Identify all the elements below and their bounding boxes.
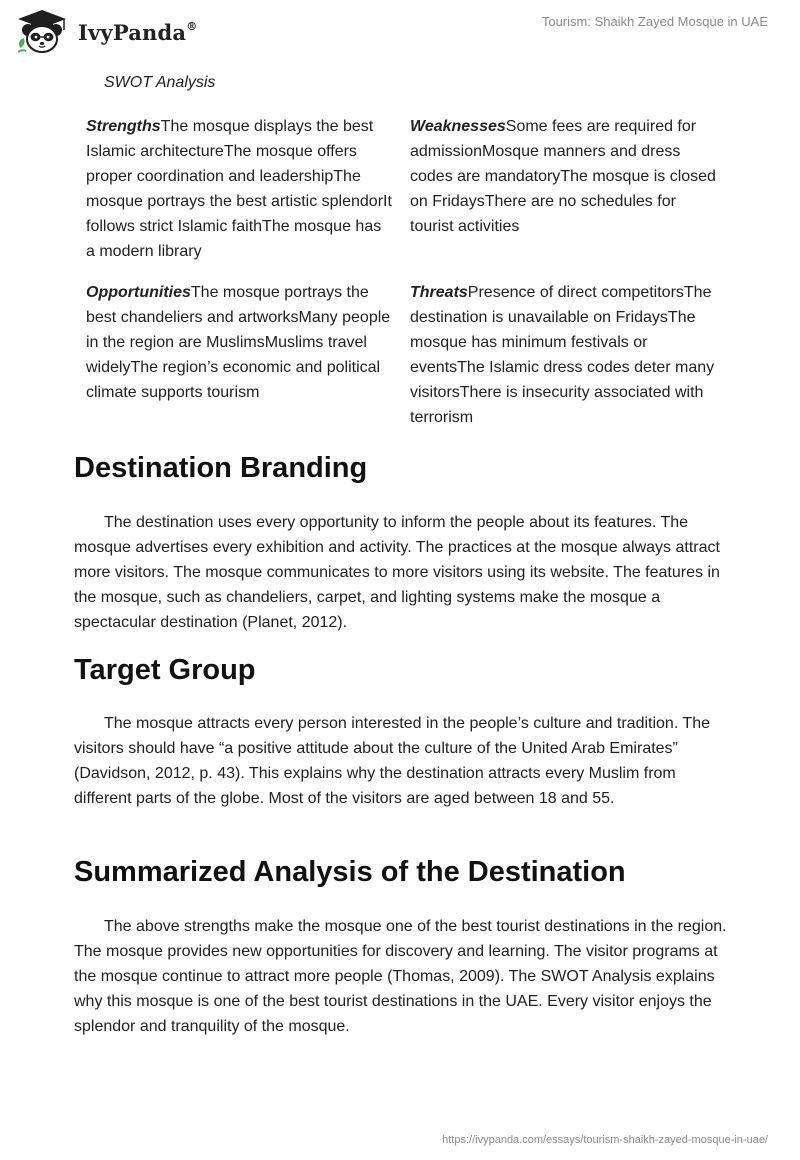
strengths-text: The mosque displays the best Islamic architectureThe mosque offers proper coordination and leadershipThe mosque portrays the best artistic splendorIt follows strict Islamic faithThe mosque has a modern library — [86, 118, 392, 260]
section-body-summarized-analysis: The above strengths make the mosque one of the best tourist destinations in the region. The mosque provides new opportunities for discovery and learning. The visitor programs at the mosque continue to attract more people (Thomas, 2009). The SWOT Analysis explains why this mosque is one of the best tourist destinations in the UAE. Every visitor enjoys the splendor and tranquility of the mosque. — [74, 918, 727, 1035]
section-body-destination-branding: The destination uses every opportunity to inform the people about its features. The mosque advertises every exhibition and activity. The practices at the mosque always attract more visitors. The mosque communicates to more visitors using its website. The features in the mosque, such as chandeliers, carpet, and lighting systems make the mosque a spectacular destination (Planet, 2012). — [74, 514, 720, 631]
swot-strengths — [86, 114, 392, 264]
brand-name: IvyPanda® — [78, 19, 198, 45]
swot-threats — [410, 280, 716, 430]
strengths-label: Strengths — [86, 118, 161, 135]
document-title: Tourism: Shaikh Zayed Mosque in UAE — [541, 14, 768, 29]
section-heading-destination-branding: Destination Branding — [74, 452, 368, 484]
section-body-target-group: The mosque attracts every person interested in the people’s culture and tradition. The visitors should have “a positive attitude about the culture of the United Arab Emirates” (Davidson, 2012, p. 43). This explains why the destination attracts every Muslim from different parts of the globe. Most of the visitors are aged between 18 and 55. — [74, 715, 710, 807]
page-header — [0, 0, 800, 64]
section-heading-target-group: Target Group — [74, 654, 256, 686]
threats-label: Threats — [410, 284, 468, 301]
opportunities-text: The mosque portrays the best chandeliers and artworksMany people in the region are MuslimsMuslims travel widelyThe region’s economic and political climate supports tourism — [86, 284, 391, 401]
ivypanda-logo[interactable] — [14, 8, 197, 56]
opportunities-label: Opportunities — [86, 284, 191, 301]
weaknesses-text: Some fees are required for admissionMosque manners and dress codes are mandatoryThe mosque is closed on FridaysThere are no schedules for tourist activities — [410, 118, 716, 235]
swot-weaknesses — [410, 114, 716, 239]
weaknesses-label: Weaknesses — [410, 118, 506, 135]
swot-caption: SWOT Analysis — [104, 74, 216, 91]
source-url[interactable]: https://ivypanda.com/essays/tourism-shaikh-zayed-mosque-in-uae/ — [442, 1134, 768, 1146]
swot-opportunities — [86, 280, 392, 405]
panda-graduate-icon — [14, 8, 70, 56]
section-heading-summarized-analysis: Summarized Analysis of the Destination — [74, 856, 626, 888]
threats-text: Presence of direct competitorsThe destination is unavailable on FridaysThe mosque has minimum festivals or eventsThe Islamic dress codes deter many visitorsThere is insecurity associated with terrorism — [410, 284, 715, 426]
